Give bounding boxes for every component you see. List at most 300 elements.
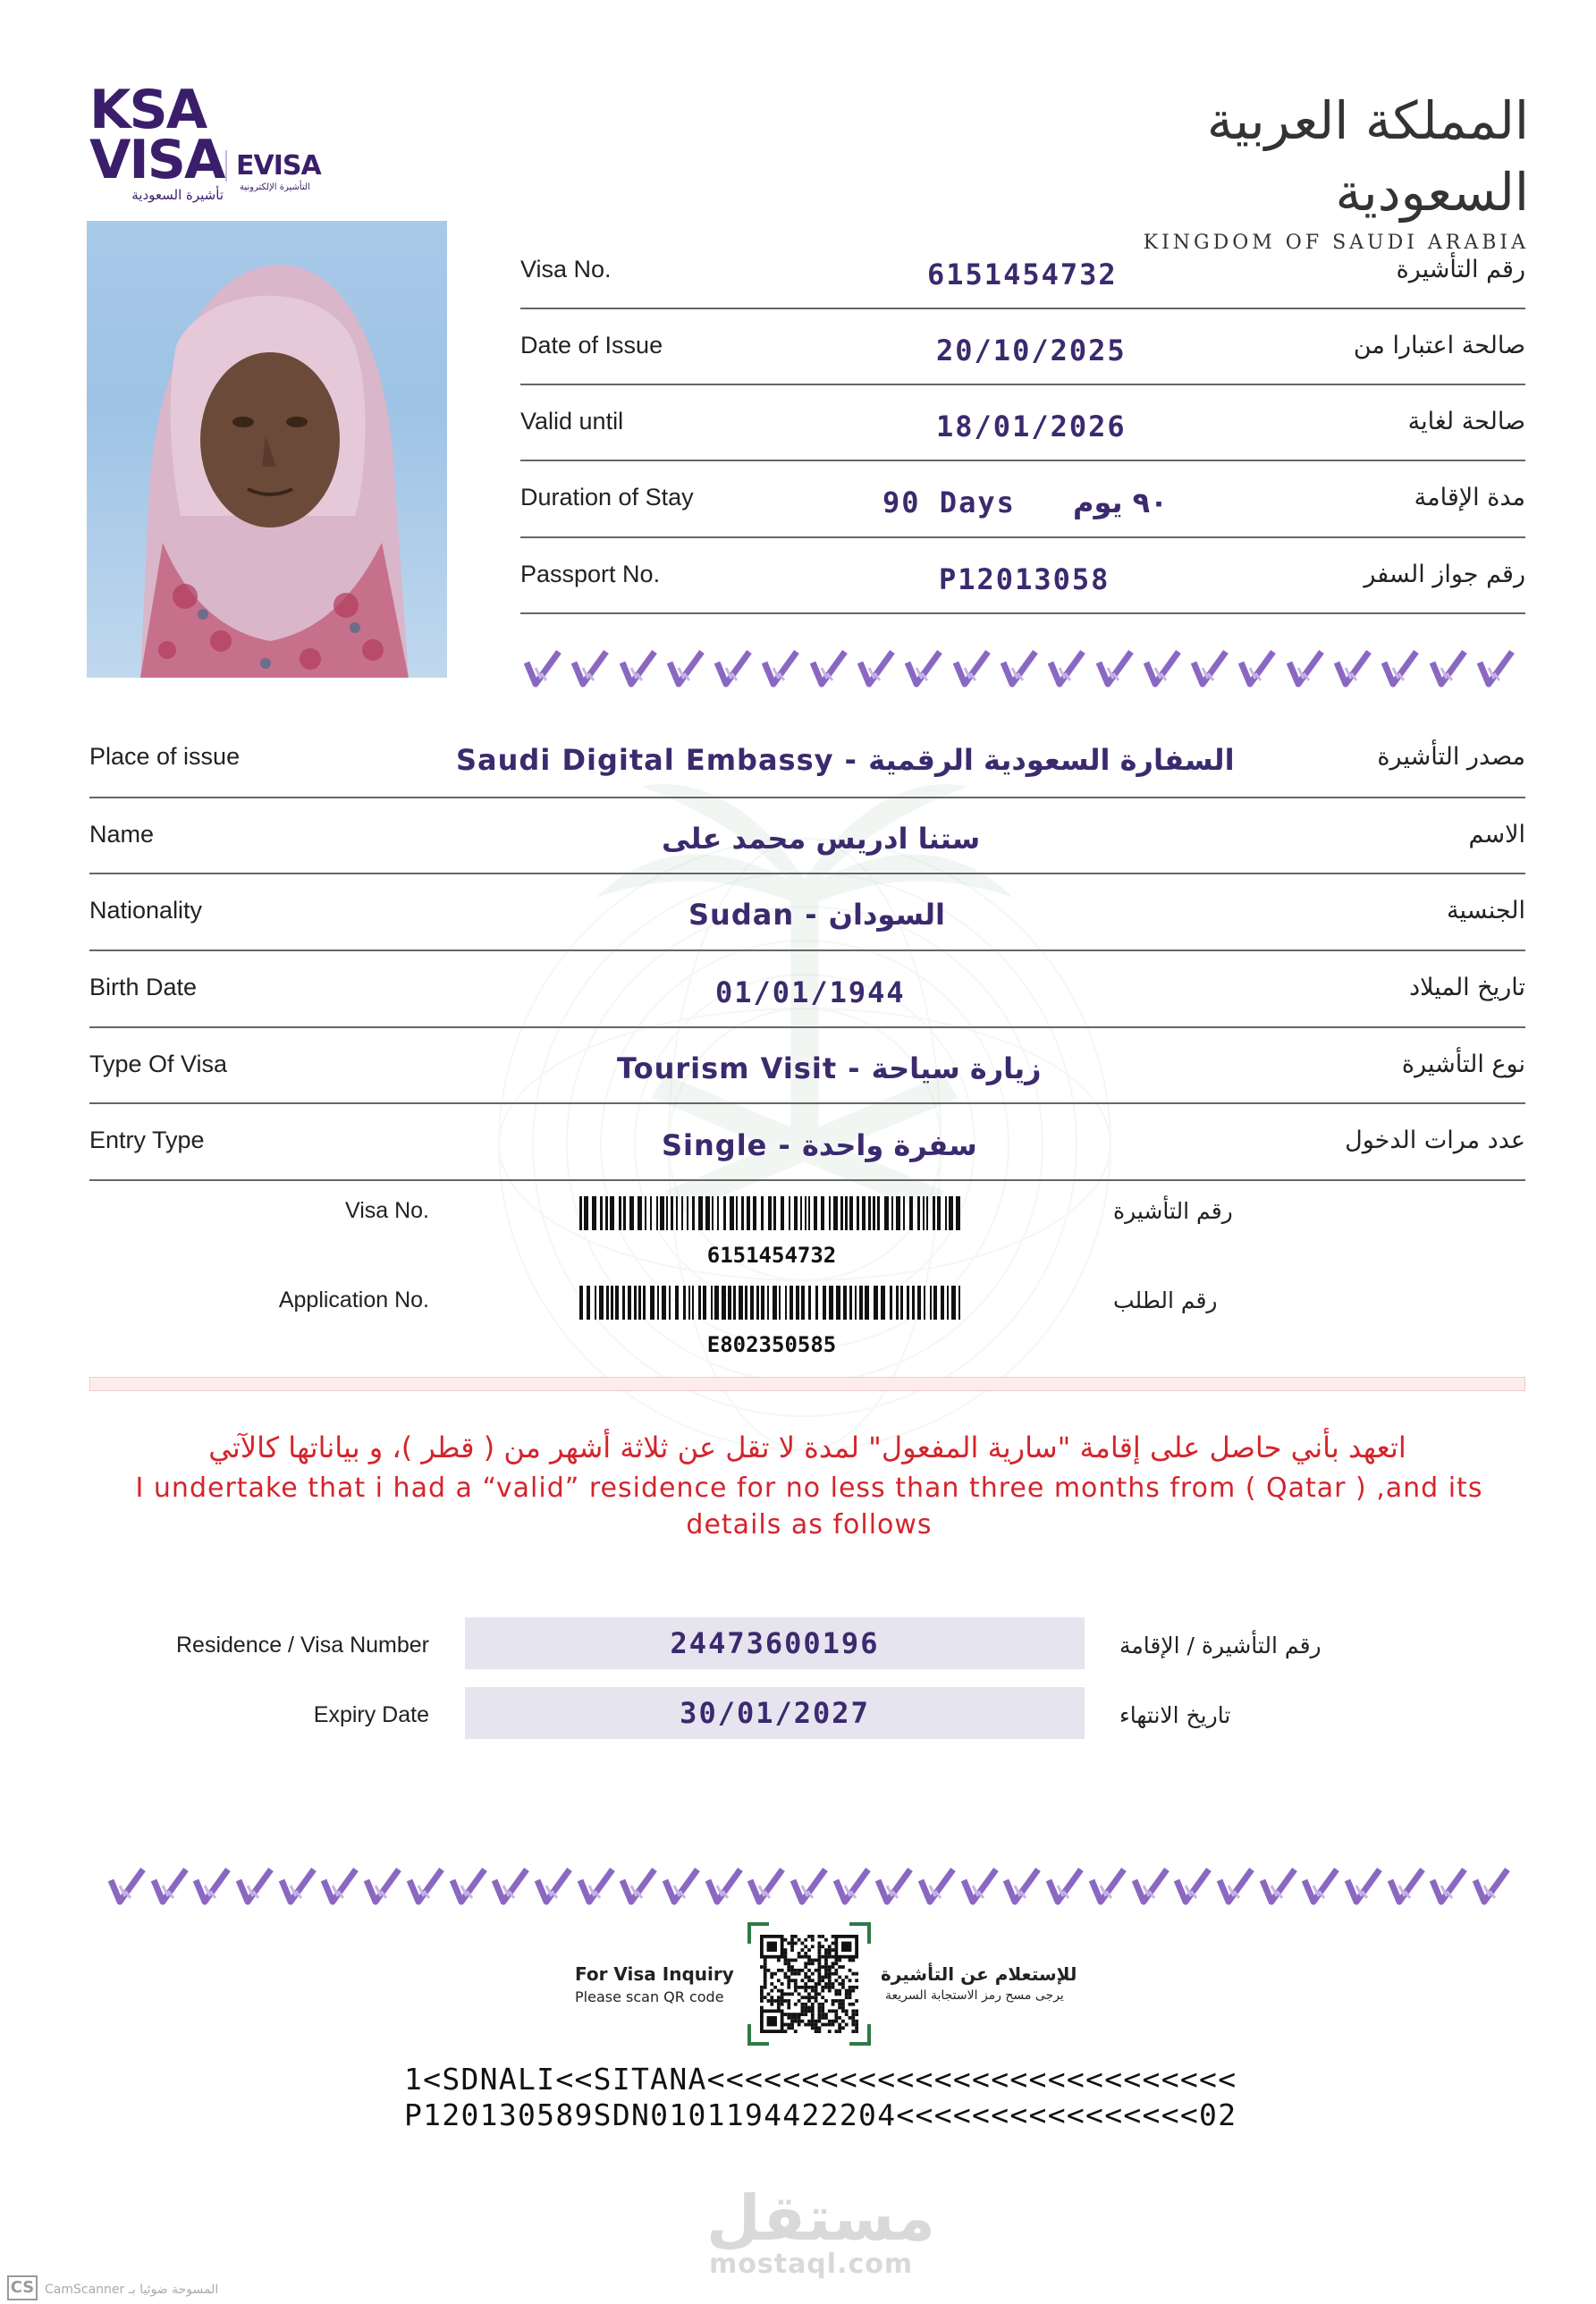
barcode-bar bbox=[756, 1286, 759, 1320]
value-duration-en: 90 Days bbox=[882, 485, 1016, 519]
label-place-of-issue: Place of issue bbox=[89, 743, 241, 770]
barcode-bar bbox=[656, 1196, 658, 1230]
qr-module bbox=[777, 1979, 781, 1982]
qr-module bbox=[764, 1969, 767, 1972]
camscanner-logo: CS bbox=[7, 2275, 38, 2300]
qr-module bbox=[828, 1969, 832, 1972]
qr-module bbox=[849, 1989, 852, 1993]
qr-finder bbox=[767, 2016, 777, 2026]
residence-number-label-ar: رقم التأشيرة / الإقامة bbox=[1119, 1633, 1322, 1658]
qr-module bbox=[787, 2026, 790, 2030]
qr-module bbox=[817, 1965, 821, 1969]
qr-module bbox=[760, 1999, 764, 2003]
qr-module bbox=[845, 2023, 849, 2027]
qr-module bbox=[801, 1996, 805, 1999]
expiry-date-label-ar: تاريخ الانتهاء bbox=[1119, 1702, 1231, 1728]
qr-module bbox=[787, 1992, 790, 1996]
barcode-bar bbox=[579, 1196, 582, 1230]
qr-module bbox=[811, 2026, 815, 2030]
value-entry-type: Single - سفرة واحدة bbox=[662, 1128, 977, 1162]
qr-module bbox=[804, 1972, 807, 1976]
barcode-application bbox=[579, 1286, 964, 1320]
barcode-bar bbox=[669, 1286, 671, 1320]
qr-module bbox=[804, 2009, 807, 2013]
barcode-bar bbox=[739, 1286, 743, 1320]
qr-module bbox=[855, 2009, 858, 2013]
label-duration: Duration of Stay bbox=[520, 484, 694, 511]
label-entry-type-ar: عدد مرات الدخول bbox=[1345, 1127, 1525, 1154]
logo-ksa-arabic: تأشيرة السعودية bbox=[131, 187, 224, 203]
qr-module bbox=[801, 1942, 805, 1945]
qr-frame-corner bbox=[747, 1922, 751, 1944]
barcode-bar bbox=[703, 1286, 706, 1320]
barcode-bar bbox=[761, 1286, 764, 1320]
barcode-bar bbox=[736, 1196, 738, 1230]
qr-module bbox=[817, 1935, 821, 1938]
qr-module bbox=[817, 1962, 821, 1965]
qr-module bbox=[832, 1972, 835, 1976]
qr-module bbox=[821, 1989, 824, 1993]
barcode-bar bbox=[643, 1286, 646, 1320]
qr-module bbox=[817, 1942, 821, 1945]
qr-module bbox=[821, 1955, 824, 1959]
qr-module bbox=[811, 1959, 815, 1962]
qr-module bbox=[811, 1935, 815, 1938]
qr-module bbox=[811, 1979, 815, 1982]
qr-module bbox=[781, 2003, 784, 2006]
barcode-bar bbox=[868, 1196, 871, 1230]
qr-module bbox=[804, 1945, 807, 1948]
barcode-bar bbox=[801, 1286, 805, 1320]
expiry-date-label: Expiry Date bbox=[313, 1702, 429, 1727]
qr-module bbox=[804, 1986, 807, 1989]
value-passport-no: P12013058 bbox=[939, 562, 1110, 596]
qr-module bbox=[804, 2023, 807, 2027]
qr-module bbox=[828, 1952, 832, 1955]
barcode-visa bbox=[579, 1196, 964, 1230]
barcode-bar bbox=[584, 1196, 588, 1230]
barcode-bar bbox=[730, 1196, 734, 1230]
label-date-of-issue-ar: صالحة اعتبارا من bbox=[1353, 332, 1525, 359]
check-mark-icon bbox=[1131, 1866, 1170, 1905]
barcode-bar bbox=[794, 1196, 798, 1230]
check-mark-icon bbox=[1381, 648, 1420, 688]
barcode-bar bbox=[741, 1196, 744, 1230]
check-mark-icon bbox=[278, 1866, 317, 1905]
barcode-bar bbox=[785, 1286, 787, 1320]
qr-module bbox=[804, 2006, 807, 2010]
qr-module bbox=[790, 2026, 794, 2030]
qr-module bbox=[811, 1989, 815, 1993]
qr-module bbox=[807, 2006, 811, 2010]
value-valid-until: 18/01/2026 bbox=[936, 409, 1127, 443]
barcode-bar bbox=[605, 1196, 608, 1230]
check-mark-icon bbox=[1472, 1866, 1511, 1905]
check-mark-icon bbox=[1088, 1866, 1127, 1905]
qr-module bbox=[794, 1959, 798, 1962]
check-mark-icon bbox=[1387, 1866, 1426, 1905]
check-mark-icon bbox=[761, 648, 800, 688]
barcode-bar bbox=[859, 1286, 863, 1320]
qr-module bbox=[821, 1976, 824, 1979]
qr-module bbox=[801, 1948, 805, 1952]
qr-module bbox=[784, 2023, 788, 2027]
label-type-of-visa: Type Of Visa bbox=[89, 1051, 228, 1077]
residence-number-value: 24473600196 bbox=[465, 1617, 1085, 1669]
qr-module bbox=[828, 1948, 832, 1952]
field-row-place-of-issue bbox=[89, 720, 1525, 798]
check-mark-icon bbox=[577, 1866, 616, 1905]
qr-module bbox=[790, 2023, 794, 2027]
barcode-bar bbox=[692, 1286, 694, 1320]
qr-module bbox=[824, 2023, 828, 2027]
qr-module bbox=[832, 1965, 835, 1969]
qr-module bbox=[784, 1976, 788, 1979]
check-mark-icon bbox=[1301, 1866, 1340, 1905]
qr-module bbox=[851, 2013, 855, 2016]
qr-module bbox=[790, 1965, 794, 1969]
check-mark-icon bbox=[1216, 1866, 1255, 1905]
barcode-bar bbox=[829, 1286, 833, 1320]
qr-module bbox=[790, 1992, 794, 1996]
value-place-of-issue: Saudi Digital Embassy - السفارة السعودية الرقمية bbox=[456, 743, 1235, 777]
qr-module bbox=[845, 2009, 849, 2013]
qr-module bbox=[781, 1999, 784, 2003]
barcode-bar bbox=[747, 1196, 750, 1230]
barcode-bar bbox=[821, 1196, 824, 1230]
qr-module bbox=[828, 1986, 832, 1989]
qr-module bbox=[807, 1979, 811, 1982]
check-mark-icon bbox=[747, 1866, 786, 1905]
qr-module bbox=[817, 1992, 821, 1996]
barcode-bar bbox=[896, 1286, 899, 1320]
qr-module bbox=[849, 2016, 852, 2020]
qr-module bbox=[767, 1992, 771, 1996]
qr-code[interactable] bbox=[747, 1922, 871, 2046]
qr-module bbox=[849, 1992, 852, 1996]
barcode-bar bbox=[600, 1196, 603, 1230]
qr-module bbox=[784, 2013, 788, 2016]
qr-module bbox=[832, 1962, 835, 1965]
check-mark-icon bbox=[1259, 1866, 1298, 1905]
qr-module bbox=[821, 1965, 824, 1969]
barcode-bar bbox=[638, 1196, 642, 1230]
qr-module bbox=[849, 1996, 852, 1999]
divider-strip bbox=[89, 1377, 1525, 1391]
qr-module bbox=[804, 1962, 807, 1965]
barcode-bar bbox=[698, 1196, 703, 1230]
qr-module bbox=[824, 1969, 828, 1972]
qr-module bbox=[832, 1955, 835, 1959]
field-row-visa-no bbox=[520, 241, 1525, 309]
barcode-bar bbox=[808, 1196, 810, 1230]
qr-module bbox=[804, 1976, 807, 1979]
qr-module bbox=[849, 1979, 852, 1982]
qr-module bbox=[794, 1972, 798, 1976]
qr-module bbox=[807, 1962, 811, 1965]
qr-module bbox=[851, 2016, 855, 2020]
barcode-bar bbox=[650, 1286, 654, 1320]
qr-inquiry-subtitle: Please scan QR code bbox=[575, 1988, 724, 2005]
field-row-duration bbox=[520, 461, 1525, 538]
qr-module bbox=[777, 1989, 781, 1993]
qr-module bbox=[787, 2016, 790, 2020]
barcode-visa-number: 6151454732 bbox=[706, 1243, 837, 1268]
check-mark-icon bbox=[1045, 1866, 1085, 1905]
qr-module bbox=[834, 1959, 838, 1962]
qr-module bbox=[790, 2016, 794, 2020]
qr-module bbox=[790, 1959, 794, 1962]
value-nationality: Sudan - السودان bbox=[688, 898, 945, 932]
barcode-bar bbox=[688, 1286, 690, 1320]
barcode-bar bbox=[595, 1286, 596, 1320]
qr-module bbox=[851, 2009, 855, 2013]
qr-module bbox=[815, 2030, 818, 2033]
barcode-bar bbox=[800, 1196, 802, 1230]
barcode-bar bbox=[917, 1196, 920, 1230]
qr-module bbox=[828, 1955, 832, 1959]
label-visa-no: Visa No. bbox=[520, 256, 612, 283]
qr-module bbox=[828, 2009, 832, 2013]
qr-module bbox=[855, 1986, 858, 1989]
qr-module bbox=[787, 1959, 790, 1962]
qr-module bbox=[764, 1959, 767, 1962]
barcode-bar bbox=[619, 1196, 621, 1230]
qr-module bbox=[794, 1982, 798, 1986]
qr-module bbox=[828, 1982, 832, 1986]
qr-module bbox=[838, 2006, 841, 2010]
qr-module bbox=[794, 2016, 798, 2020]
qr-module bbox=[841, 1986, 845, 1989]
barcode-bar bbox=[881, 1286, 885, 1320]
qr-module bbox=[787, 1999, 790, 2003]
barcode-bar bbox=[723, 1196, 726, 1230]
barcode-bar bbox=[845, 1196, 848, 1230]
qr-module bbox=[790, 1948, 794, 1952]
qr-module bbox=[815, 1999, 818, 2003]
qr-module bbox=[834, 1979, 838, 1982]
qr-module bbox=[787, 1962, 790, 1965]
check-mark-icon bbox=[192, 1866, 232, 1905]
qr-module bbox=[824, 1952, 828, 1955]
qr-module bbox=[777, 1969, 781, 1972]
check-mark-icon bbox=[1047, 648, 1086, 688]
evisa-logo-arabic: التأشيرة الإلكترونية bbox=[240, 182, 310, 192]
barcode-bar bbox=[675, 1286, 679, 1320]
qr-module bbox=[815, 1986, 818, 1989]
qr-module bbox=[845, 1976, 849, 1979]
qr-module bbox=[790, 2020, 794, 2023]
qr-module bbox=[834, 1969, 838, 1972]
barcode-bar bbox=[789, 1196, 790, 1230]
qr-module bbox=[790, 1935, 794, 1938]
qr-module bbox=[801, 1969, 805, 1972]
qr-module bbox=[855, 2026, 858, 2030]
qr-module bbox=[794, 1969, 798, 1972]
qr-module bbox=[832, 2023, 835, 2027]
label-birth-date: Birth Date bbox=[89, 974, 198, 1000]
barcode-bar bbox=[926, 1196, 928, 1230]
qr-module bbox=[777, 2003, 781, 2006]
label-valid-until: Valid until bbox=[520, 408, 624, 435]
qr-module bbox=[787, 1976, 790, 1979]
check-mark-icon bbox=[1190, 648, 1229, 688]
residence-number-label: Residence / Visa Number bbox=[175, 1633, 429, 1658]
qr-module bbox=[770, 2003, 773, 2006]
barcode-bar bbox=[849, 1286, 852, 1320]
qr-module bbox=[811, 2003, 815, 2006]
qr-module bbox=[855, 2020, 858, 2023]
qr-module bbox=[817, 2020, 821, 2023]
kingdom-english: KINGDOM OF SAUDI ARABIA bbox=[1143, 232, 1529, 254]
barcode-bar bbox=[683, 1286, 686, 1320]
barcode-bar bbox=[833, 1196, 838, 1230]
check-mark-icon bbox=[107, 1866, 147, 1905]
qr-module bbox=[817, 2013, 821, 2016]
qr-module bbox=[798, 1992, 801, 1996]
barcode-application-label: Application No. bbox=[278, 1287, 429, 1312]
expiry-date-value: 30/01/2027 bbox=[465, 1687, 1085, 1739]
qr-module bbox=[760, 1992, 764, 1996]
check-mark-icon bbox=[857, 648, 896, 688]
qr-module bbox=[767, 1999, 771, 2003]
barcode-bar bbox=[753, 1196, 756, 1230]
qr-module bbox=[790, 1938, 794, 1942]
barcode-bar bbox=[933, 1286, 937, 1320]
barcode-bar bbox=[873, 1196, 875, 1230]
qr-module bbox=[781, 1996, 784, 1999]
qr-module bbox=[790, 1942, 794, 1945]
qr-module bbox=[821, 2006, 824, 2010]
qr-module bbox=[838, 2003, 841, 2006]
check-mark-icon bbox=[619, 1866, 658, 1905]
qr-module bbox=[804, 1965, 807, 1969]
qr-module bbox=[807, 1996, 811, 1999]
barcode-bar bbox=[823, 1286, 826, 1320]
qr-module bbox=[784, 1992, 788, 1996]
qr-module bbox=[801, 2009, 805, 2013]
qr-module bbox=[790, 1972, 794, 1976]
check-mark-icon bbox=[832, 1866, 872, 1905]
barcode-bar bbox=[865, 1286, 869, 1320]
qr-module bbox=[824, 1976, 828, 1979]
barcode-bar bbox=[951, 1286, 956, 1320]
qr-module bbox=[798, 2020, 801, 2023]
barcode-bar bbox=[692, 1196, 695, 1230]
qr-module bbox=[784, 1972, 788, 1976]
check-mark-icon bbox=[406, 1866, 445, 1905]
qr-module bbox=[798, 1938, 801, 1942]
qr-module bbox=[845, 1992, 849, 1996]
qr-module bbox=[832, 2003, 835, 2006]
label-passport-no-ar: رقم جواز السفر bbox=[1364, 561, 1525, 588]
qr-module bbox=[828, 1989, 832, 1993]
qr-module bbox=[760, 1986, 764, 1989]
barcode-bar bbox=[781, 1196, 784, 1230]
field-row-type-of-visa bbox=[89, 1028, 1525, 1104]
qr-module bbox=[811, 1986, 815, 1989]
qr-module bbox=[801, 2013, 805, 2016]
qr-module bbox=[828, 2023, 832, 2027]
qr-module bbox=[773, 1986, 777, 1989]
check-mark-icon bbox=[917, 1866, 957, 1905]
barcode-bar bbox=[923, 1196, 925, 1230]
qr-module bbox=[807, 1935, 811, 1938]
barcode-bar bbox=[623, 1196, 626, 1230]
qr-module bbox=[801, 1979, 805, 1982]
barcode-bar bbox=[924, 1286, 925, 1320]
kingdom-arabic: المملكة العربية السعودية bbox=[1206, 90, 1529, 223]
qr-module bbox=[828, 1979, 832, 1982]
barcode-bar bbox=[956, 1196, 960, 1230]
qr-module bbox=[787, 2003, 790, 2006]
qr-module bbox=[807, 1955, 811, 1959]
qr-module bbox=[824, 2013, 828, 2016]
qr-module bbox=[838, 1992, 841, 1996]
barcode-bar bbox=[579, 1286, 583, 1320]
qr-module bbox=[784, 1999, 788, 2003]
qr-module bbox=[832, 2020, 835, 2023]
check-mark-icon bbox=[1237, 648, 1277, 688]
qr-module bbox=[824, 1938, 828, 1942]
qr-module bbox=[815, 2020, 818, 2023]
mostaql-watermark-ar: مستقل bbox=[706, 2182, 936, 2255]
qr-finder bbox=[841, 1942, 851, 1952]
check-mark-icon bbox=[952, 648, 992, 688]
qr-module bbox=[807, 1976, 811, 1979]
qr-module bbox=[828, 1976, 832, 1979]
check-mark-icon bbox=[1476, 648, 1516, 688]
barcode-bar bbox=[610, 1196, 614, 1230]
qr-inquiry-title-ar: للإستعلام عن التأشيرة bbox=[881, 1963, 1077, 1985]
qr-module bbox=[841, 2006, 845, 2010]
qr-module bbox=[838, 2026, 841, 2030]
label-birth-date-ar: تاريخ الميلاد bbox=[1409, 974, 1525, 1001]
qr-module bbox=[811, 1972, 815, 1976]
qr-module bbox=[821, 1986, 824, 1989]
qr-module bbox=[855, 1979, 858, 1982]
barcode-bar bbox=[662, 1286, 666, 1320]
qr-module bbox=[817, 2026, 821, 2030]
qr-module bbox=[807, 2020, 811, 2023]
label-date-of-issue: Date of Issue bbox=[520, 332, 663, 359]
check-mark-icon bbox=[320, 1866, 359, 1905]
undertaking-arabic: اتعهد بأني حاصل على إقامة "سارية المفعول" لمدة لا تقل عن ثلاثة أشهر من ( قطر )، و بياناتها كالآتي bbox=[208, 1431, 1406, 1464]
qr-module bbox=[811, 1945, 815, 1948]
qr-module bbox=[794, 1935, 798, 1938]
qr-module bbox=[855, 2013, 858, 2016]
check-mark-icon bbox=[523, 648, 562, 688]
barcode-bar bbox=[874, 1286, 878, 1320]
qr-module bbox=[807, 2023, 811, 2027]
qr-module bbox=[817, 1972, 821, 1976]
mrz-line-1: 1<SDNALI<<SITANA<<<<<<<<<<<<<<<<<<<<<<<<<<<< bbox=[404, 2062, 1237, 2097]
barcode-bar bbox=[615, 1286, 619, 1320]
barcode-bar bbox=[587, 1286, 590, 1320]
qr-module bbox=[811, 2006, 815, 2010]
qr-module bbox=[841, 1982, 845, 1986]
check-mark-icon bbox=[235, 1866, 274, 1905]
barcode-application-label-ar: رقم الطلب bbox=[1113, 1287, 1218, 1313]
qr-module bbox=[790, 1979, 794, 1982]
check-mark-icon bbox=[1429, 648, 1468, 688]
qr-module bbox=[807, 1959, 811, 1962]
qr-module bbox=[807, 1969, 811, 1972]
qr-module bbox=[824, 1999, 828, 2003]
mostaql-watermark-en: mostaql.com bbox=[709, 2249, 914, 2280]
qr-module bbox=[817, 1945, 821, 1948]
qr-module bbox=[787, 2006, 790, 2010]
